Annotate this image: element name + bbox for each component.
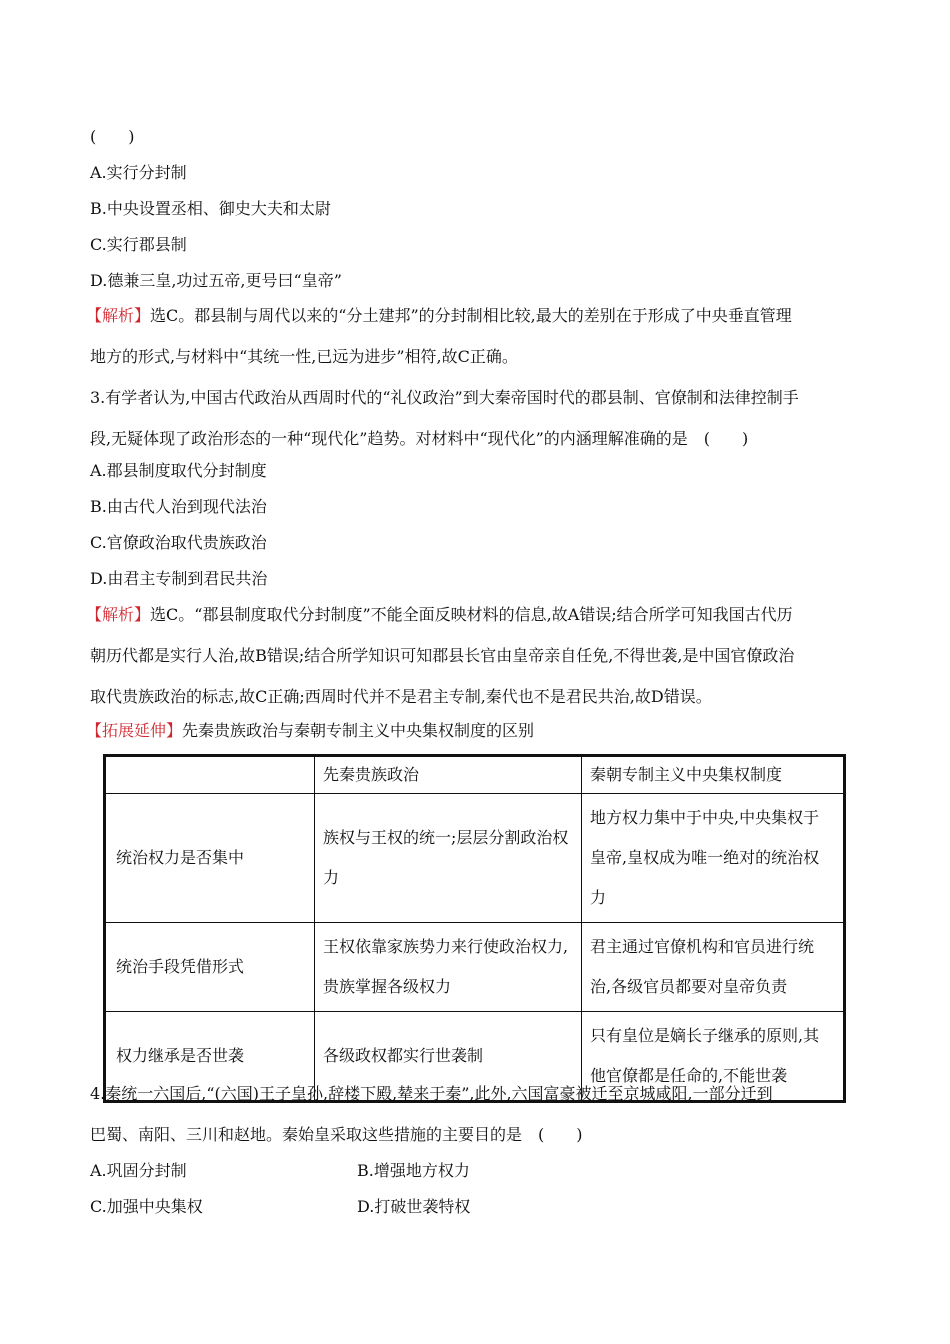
table-cell: 只有皇位是嫡长子继承的原则,其他官僚都是任命的,不能世袭 xyxy=(582,1012,845,1102)
table-cell: 权力继承是否世袭 xyxy=(105,1012,315,1102)
table-row xyxy=(105,794,845,923)
q2-analysis-line-1 xyxy=(86,305,792,327)
q2-option-b: B.中央设置丞相、御史大夫和太尉 xyxy=(90,199,331,218)
table-header-cell xyxy=(105,756,315,794)
q3-option-a: A.郡县制度取代分封制度 xyxy=(90,461,267,480)
q3-option-d: D.由君主专制到君民共治 xyxy=(90,569,268,588)
q4-option-b: B.增强地方权力 xyxy=(357,1161,470,1180)
analysis-tag: 【解析】 xyxy=(86,605,151,624)
table-header-cell: 秦朝专制主义中央集权制度 xyxy=(582,756,845,794)
extension-tag: 【拓展延伸】 xyxy=(86,721,183,740)
table-cell: 王权依靠家族势力来行使政治权力,贵族掌握各级权力 xyxy=(315,923,582,1012)
q4-option-d: D.打破世袭特权 xyxy=(357,1197,471,1216)
q2-analysis-line-2: 地方的形式,与材料中“其统一性,已远为进步”相符,故C正确。 xyxy=(90,347,518,366)
answer-paren: ( ) xyxy=(90,127,135,146)
extension-title: 先秦贵族政治与秦朝专制主义中央集权制度的区别 xyxy=(182,721,535,740)
q4-stem-line-2: 巴蜀、南阳、三川和赵地。秦始皇采取这些措施的主要目的是 ( ) xyxy=(90,1125,583,1144)
q3-stem-line-1: 3.有学者认为,中国古代政治从西周时代的“礼仪政治”到大秦帝国时代的郡县制、官僚制和法律控制手 xyxy=(90,388,799,407)
q3-analysis-line-3: 取代贵族政治的标志,故C正确;西周时代并不是君主专制,秦代也不是君民共治,故D错误。 xyxy=(90,687,712,706)
q4-stem-line-1: 4.秦统一六国后,“(六国)王子皇孙,辞楼下殿,辇来于秦”,此外,六国富豪被迁至京城咸阳,一部分迁到 xyxy=(90,1084,773,1103)
q4-option-c: C.加强中央集权 xyxy=(90,1197,203,1216)
table-cell: 君主通过官僚机构和官员进行统治,各级官员都要对皇帝负责 xyxy=(582,923,845,1012)
q2-option-d: D.德兼三皇,功过五帝,更号曰“皇帝” xyxy=(90,271,342,290)
table-cell: 族权与王权的统一;层层分割政治权力 xyxy=(315,794,582,923)
table-cell: 统治权力是否集中 xyxy=(105,794,315,923)
q3-stem-line-2: 段,无疑体现了政治形态的一种“现代化”趋势。对材料中“现代化”的内涵理解准确的是 ( ) xyxy=(90,429,749,448)
q3-option-c: C.官僚政治取代贵族政治 xyxy=(90,533,267,552)
analysis-tag: 【解析】 xyxy=(86,306,151,325)
q3-analysis-line-1 xyxy=(86,604,793,626)
table-cell: 地方权力集中于中央,中央集权于皇帝,皇权成为唯一绝对的统治权力 xyxy=(582,794,845,923)
q2-option-c: C.实行郡县制 xyxy=(90,235,187,254)
table-row xyxy=(105,923,845,1012)
q3-option-b: B.由古代人治到现代法治 xyxy=(90,497,267,516)
table-cell: 统治手段凭借形式 xyxy=(105,923,315,1012)
table-header-cell: 先秦贵族政治 xyxy=(315,756,582,794)
table-header-row xyxy=(105,756,845,794)
q3-analysis-line-2: 朝历代都是实行人治,故B错误;结合所学知识可知郡县长官由皇帝亲自任免,不得世袭,是中国官僚政治 xyxy=(90,646,795,665)
q4-option-a: A.巩固分封制 xyxy=(90,1161,187,1180)
comparison-table xyxy=(103,754,846,1103)
extension-heading xyxy=(86,720,534,742)
table-cell: 各级政权都实行世袭制 xyxy=(315,1012,582,1102)
analysis-text: 选C。郡县制与周代以来的“分土建邦”的分封制相比较,最大的差别在于形成了中央垂直管理 xyxy=(150,306,792,325)
q2-option-a: A.实行分封制 xyxy=(90,163,187,182)
analysis-text: 选C。“郡县制度取代分封制度”不能全面反映材料的信息,故A错误;结合所学可知我国古代历 xyxy=(150,605,793,624)
